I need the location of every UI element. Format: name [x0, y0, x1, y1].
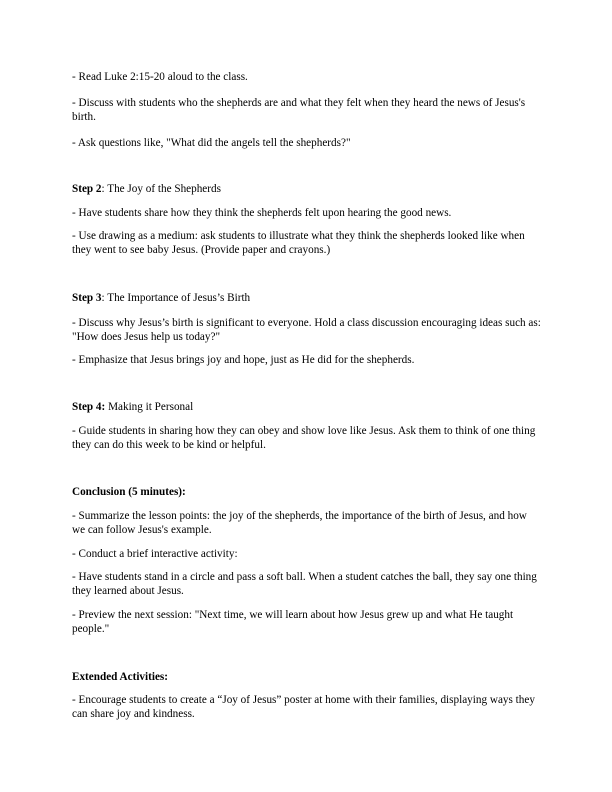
intro-bullet-2: - Discuss with students who the shepherds are and what they felt when they heard the news of Jesus's birth.: [72, 97, 526, 123]
step4-label: Step 4:: [72, 401, 106, 413]
step2-heading: [72, 182, 542, 196]
step2-bullet-2: - Use drawing as a medium: ask students to illustrate what they think the shepherds looked like when they went to see baby Jesus. (Provide paper and crayons.): [72, 230, 525, 256]
extended-heading: Extended Activities:: [72, 671, 169, 683]
step3-heading: [72, 291, 542, 305]
conclusion-bullet-3: - Have students stand in a circle and pass a soft ball. When a student catches the ball, they say one thing they learned about Jesus.: [72, 571, 537, 597]
step4-heading: [72, 400, 542, 414]
step4-title: Making it Personal: [105, 401, 194, 413]
step3-bullet-1: - Discuss why Jesus’s birth is significant to everyone. Hold a class discussion encouraging ideas such as: "How does Jesus help us today?": [72, 317, 541, 343]
conclusion-heading: Conclusion (5 minutes):: [72, 486, 186, 498]
step3-label: Step 3: [72, 292, 102, 304]
step3-title: : The Importance of Jesus’s Birth: [101, 292, 251, 304]
conclusion-bullet-4: - Preview the next session: "Next time, we will learn about how Jesus grew up and what He taught people.": [72, 609, 514, 635]
step4-bullet-1: - Guide students in sharing how they can obey and show love like Jesus. Ask them to think of one thing they can do this week to be kind or helpful.: [72, 425, 536, 451]
conclusion-bullet-1: - Summarize the lesson points: the joy of the shepherds, the importance of the birth of Jesus, and how we can follow Jesus's example.: [72, 510, 527, 536]
step2-title: : The Joy of the Shepherds: [101, 183, 221, 195]
extended-bullet-1: - Encourage students to create a “Joy of Jesus” poster at home with their families, displaying ways they can share joy and kindness.: [72, 694, 535, 720]
step3-bullet-2: - Emphasize that Jesus brings joy and hope, just as He did for the shepherds.: [72, 354, 415, 366]
step2-bullet-1: - Have students share how they think the shepherds felt upon hearing the good news.: [72, 207, 452, 219]
intro-bullet-1: - Read Luke 2:15-20 aloud to the class.: [72, 71, 248, 83]
intro-bullet-3: - Ask questions like, "What did the angels tell the shepherds?": [72, 137, 351, 149]
step2-label: Step 2: [72, 183, 102, 195]
conclusion-bullet-2: - Conduct a brief interactive activity:: [72, 548, 238, 560]
